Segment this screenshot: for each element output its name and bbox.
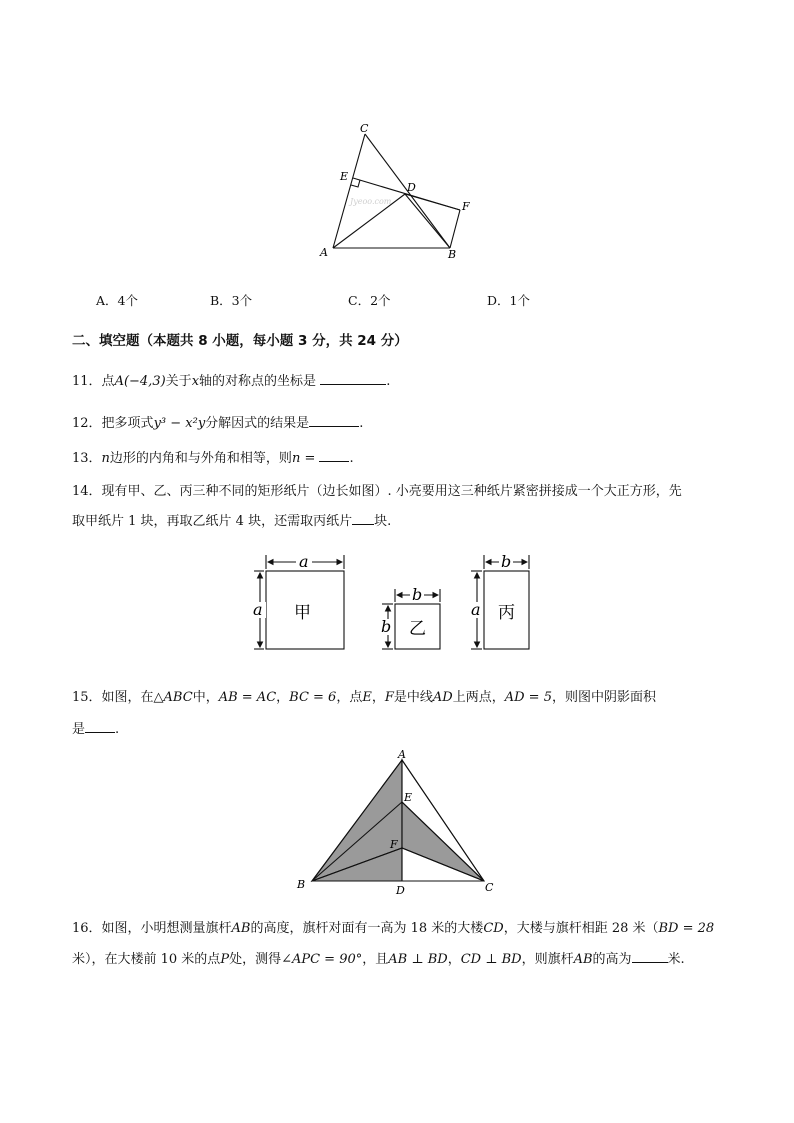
question-16-line-1: [72, 917, 714, 936]
q15-text-7: 是: [72, 722, 86, 737]
label-a: A: [398, 748, 406, 761]
label-C: C: [360, 122, 369, 135]
label-b: B: [297, 878, 306, 891]
q16-perpendicular-1: AB ⊥ BD: [388, 952, 448, 967]
question-14-line-2: [72, 510, 391, 529]
q14-end: 块.: [374, 514, 392, 529]
q15-condition-2: BC = 6: [289, 690, 337, 705]
q13-text: 边形的内角和与外角和相等，则: [109, 451, 292, 466]
q15-text-3: ，点: [336, 690, 363, 705]
q16-text-8: 的高为: [592, 952, 632, 967]
option-d[interactable]: D．1个: [487, 293, 530, 308]
label-c: C: [485, 881, 494, 894]
section-title: 二、填空题（本题共 8 小题，每小题 3 分，共 24 分）: [72, 333, 408, 349]
q16-segment-ab-2: AB: [573, 952, 593, 967]
answer-blank-12[interactable]: [309, 414, 359, 427]
q12-text-2: 分解因式的结果是: [205, 416, 310, 431]
label-e: E: [404, 791, 413, 804]
q11-text-3: 轴的对称点的坐标是: [199, 374, 317, 389]
q15-end: .: [115, 722, 120, 737]
figure-paper-pieces: [248, 552, 548, 654]
option-a[interactable]: A．4个: [96, 293, 138, 308]
q13-end: .: [349, 451, 354, 466]
figure-triangle-perpendicular: [310, 118, 480, 268]
q16-text-5: 处，测得: [229, 952, 282, 967]
answer-blank-16[interactable]: [632, 950, 668, 963]
question-11: [72, 370, 390, 389]
label-jia: 甲: [294, 603, 311, 623]
q16-text-6: ，且: [362, 952, 389, 967]
question-16-line-2: 米），在大楼前 10 米的点P处，测得∠APC = 90°，且AB ⊥ BD，CD ⊥ BD，则旗杆AB的高为 米.: [72, 952, 685, 967]
answer-blank-11[interactable]: [320, 372, 386, 385]
answer-blank-15[interactable]: [85, 720, 115, 733]
q11-point: A(−4,3): [114, 374, 166, 389]
q15-point-f: F: [384, 690, 394, 705]
q16-text: 16．如图，小明想测量旗杆: [72, 921, 232, 936]
option-b[interactable]: B．3个: [210, 293, 253, 308]
q13-variable: n: [101, 451, 110, 466]
q16-angle: ∠APC = 90°: [281, 952, 363, 967]
q15-text-6: ，则图中阴影面积: [551, 690, 656, 705]
label-a-left: a: [253, 600, 263, 619]
label-bing: 丙: [498, 603, 515, 623]
q16-text-4: 米），在大楼前 10 米的点: [72, 952, 221, 967]
q15-point-e: E: [362, 690, 372, 705]
q16-segment-ab: AB: [231, 921, 251, 936]
label-d: D: [396, 884, 405, 896]
question-15-line-1: 15．如图，在△ABC中，AB = AC，BC = 6，点E，F是中线AD上两点，AD = 5，则图中阴影面积: [72, 690, 656, 705]
answer-blank-13[interactable]: [319, 449, 349, 462]
q16-perpendicular-2: CD ⊥ BD: [460, 952, 522, 967]
q15-text-2: 中，: [192, 690, 219, 705]
answer-blank-14[interactable]: [352, 512, 374, 525]
q16-segment-cd: CD: [483, 921, 504, 936]
q12-text: 把多项式: [101, 416, 154, 431]
label-F: F: [462, 200, 470, 213]
label-A: A: [320, 246, 328, 259]
q12-number: 12．: [72, 416, 102, 431]
label-yi: 乙: [409, 619, 426, 639]
q13-number: 13．: [72, 451, 102, 466]
q16-point-p: P: [220, 952, 230, 967]
q11-number: 11．: [72, 374, 102, 389]
label-a-left-bing: a: [471, 600, 481, 619]
q11-axis: x: [191, 374, 200, 389]
q16-text-2: 的高度，旗杆对面有一高为 18 米的大楼: [250, 921, 484, 936]
q11-text-2: 关于: [165, 374, 192, 389]
q16-text-7: ，则旗杆: [521, 952, 574, 967]
label-E: E: [340, 170, 349, 183]
watermark: Jyeoo.com: [350, 197, 392, 206]
q15-text-4: 是中线: [393, 690, 433, 705]
label-B: B: [448, 248, 457, 261]
label-f: F: [390, 838, 398, 851]
question-15-line-2: [72, 718, 119, 737]
q15-condition-1: AB = AC: [218, 690, 277, 705]
q12-end: .: [359, 416, 364, 431]
q15-median: AD: [432, 690, 453, 705]
figure-shaded-triangle: [292, 746, 506, 896]
q12-expression: y³ − x²y: [153, 416, 206, 431]
q14-text: 取甲纸片 1 块，再取乙纸片 4 块，还需取丙纸片: [72, 514, 353, 529]
label-D: D: [407, 181, 416, 194]
q13-equation: n =: [291, 451, 316, 466]
label-b-left-yi: b: [381, 617, 392, 636]
q15-text-5: 上两点，: [452, 690, 505, 705]
label-b-top-bing: b: [501, 552, 512, 571]
q15-triangle: △ABC: [153, 690, 193, 705]
option-c[interactable]: C．2个: [348, 293, 391, 308]
q16-text-3: ，大楼与旗杆相距 28 米（: [503, 921, 659, 936]
question-13: [72, 447, 354, 466]
question-12: [72, 412, 363, 431]
label-b-top-yi: b: [412, 585, 423, 604]
question-14-line-1: 14．现有甲、乙、丙三种不同的矩形纸片（边长如图）. 小亮要用这三种纸片紧密拼接成一个大正方形，先: [72, 484, 682, 499]
q11-end: .: [386, 374, 391, 389]
q15-condition-3: AD = 5: [504, 690, 552, 705]
q15-text: 15．如图，在: [72, 690, 154, 705]
q16-end: 米.: [667, 952, 685, 967]
q16-distance: BD = 28: [658, 921, 715, 936]
label-a-top: a: [299, 552, 309, 571]
q11-text: 点: [101, 374, 115, 389]
